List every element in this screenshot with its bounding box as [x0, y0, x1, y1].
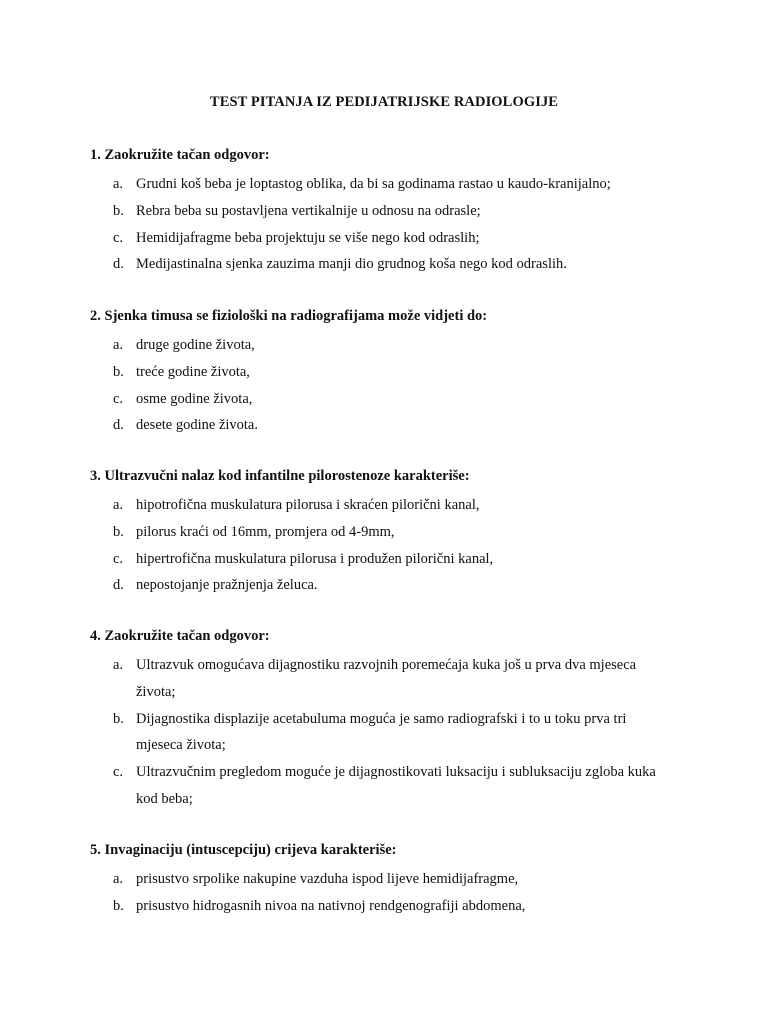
answer-text: Ultrazvuk omogućava dijagnostiku razvojnih poremećaja kuka još u prva dva mjeseca	[136, 657, 637, 673]
answer-text: pilorus kraći od 16mm, promjera od 4-9mm,	[136, 523, 395, 540]
answer-option-b	[90, 198, 690, 225]
answer-text-continued: mjeseca života;	[136, 737, 226, 754]
question-title: 1. Zaokružite tačan odgovor:	[90, 147, 270, 163]
answer-option-d	[90, 412, 690, 439]
answer-list	[90, 171, 690, 278]
answer-letter: a.	[113, 871, 124, 887]
question-title: 4. Zaokružite tačan odgovor:	[90, 628, 270, 644]
question-4	[90, 626, 690, 813]
answer-text: desete godine života.	[136, 417, 258, 434]
answer-letter: b.	[113, 202, 124, 219]
answer-text: druge godine života,	[136, 337, 255, 353]
answer-letter: a.	[113, 176, 124, 192]
answer-letter: b.	[113, 897, 124, 914]
answer-letter: a.	[113, 497, 124, 513]
answer-option-c	[90, 546, 690, 573]
answer-text: treće godine života,	[136, 363, 250, 380]
answer-text: Ultrazvučnim pregledom moguće je dijagnostikovati luksaciju i subluksaciju zgloba kuka	[136, 764, 656, 781]
answer-option-a	[90, 171, 690, 198]
answer-text: hipertrofična muskulatura pilorusa i produžen pilorični kanal,	[136, 550, 494, 567]
answer-option-b	[90, 706, 690, 760]
answer-letter: d.	[113, 577, 124, 594]
answer-text: prisustvo hidrogasnih nivoa na nativnoj rendgenografiji abdomena,	[136, 897, 526, 914]
answer-list	[90, 492, 690, 599]
answer-list	[90, 652, 690, 813]
answer-option-b	[90, 359, 690, 386]
answer-option-a	[90, 652, 690, 706]
answer-text-continued: kod beba;	[136, 790, 193, 807]
answer-letter: a.	[113, 657, 124, 673]
answer-text: Rebra beba su postavljena vertikalnije u odnosu na odrasle;	[136, 202, 481, 219]
question-title: 5. Invaginaciju (intuscepciju) crijeva karakteriše:	[90, 842, 397, 858]
answer-letter: a.	[113, 337, 124, 353]
question-title: 3. Ultrazvučni nalaz kod infantilne pilorostenoze karakteriše:	[90, 468, 470, 484]
answer-option-c	[90, 386, 690, 413]
question-1	[90, 145, 690, 278]
answer-text: osme godine života,	[136, 390, 253, 407]
answer-letter: b.	[113, 523, 124, 540]
answer-option-b	[90, 893, 690, 920]
answer-list	[90, 332, 690, 439]
answer-letter: c.	[113, 229, 124, 246]
answer-option-a	[90, 332, 690, 359]
answer-text: Hemidijafragme beba projektuju se više nego kod odraslih;	[136, 229, 480, 246]
answer-option-c	[90, 759, 690, 813]
answer-option-a	[90, 492, 690, 519]
document-title: TEST PITANJA IZ PEDIJATRIJSKE RADIOLOGIJE	[209, 94, 559, 110]
answer-text: hipotrofična muskulatura pilorusa i skraćen pilorični kanal,	[136, 497, 480, 513]
answer-letter: c.	[113, 390, 124, 407]
question-3	[90, 466, 690, 599]
answer-letter: d.	[113, 417, 124, 434]
answer-text: nepostojanje pražnjenja želuca.	[136, 577, 318, 594]
answer-text: Grudni koš beba je loptastog oblika, da bi sa godinama rastao u kaudo-kranijalno;	[136, 176, 611, 192]
answer-text-continued: života;	[136, 683, 176, 700]
answer-option-b	[90, 519, 690, 546]
answer-text: prisustvo srpolike nakupine vazduha ispod lijeve hemidijafragme,	[136, 871, 519, 887]
answer-option-a	[90, 866, 690, 893]
answer-option-d	[90, 251, 690, 278]
answer-text: Dijagnostika displazije acetabuluma moguća je samo radiografski i to u toku prva tri	[136, 710, 627, 727]
question-5	[90, 840, 690, 920]
question-2	[90, 306, 690, 439]
answer-text: Medijastinalna sjenka zauzima manji dio grudnog koša nego kod odraslih.	[136, 256, 567, 273]
answer-letter: c.	[113, 764, 124, 781]
answer-letter: b.	[113, 363, 124, 380]
answer-letter: d.	[113, 256, 124, 273]
answer-option-d	[90, 572, 690, 599]
answer-letter: b.	[113, 710, 124, 727]
answer-list	[90, 866, 690, 920]
answer-letter: c.	[113, 550, 124, 567]
answer-option-c	[90, 225, 690, 252]
question-title: 2. Sjenka timusa se fiziološki na radiografijama može vidjeti do:	[90, 308, 488, 324]
